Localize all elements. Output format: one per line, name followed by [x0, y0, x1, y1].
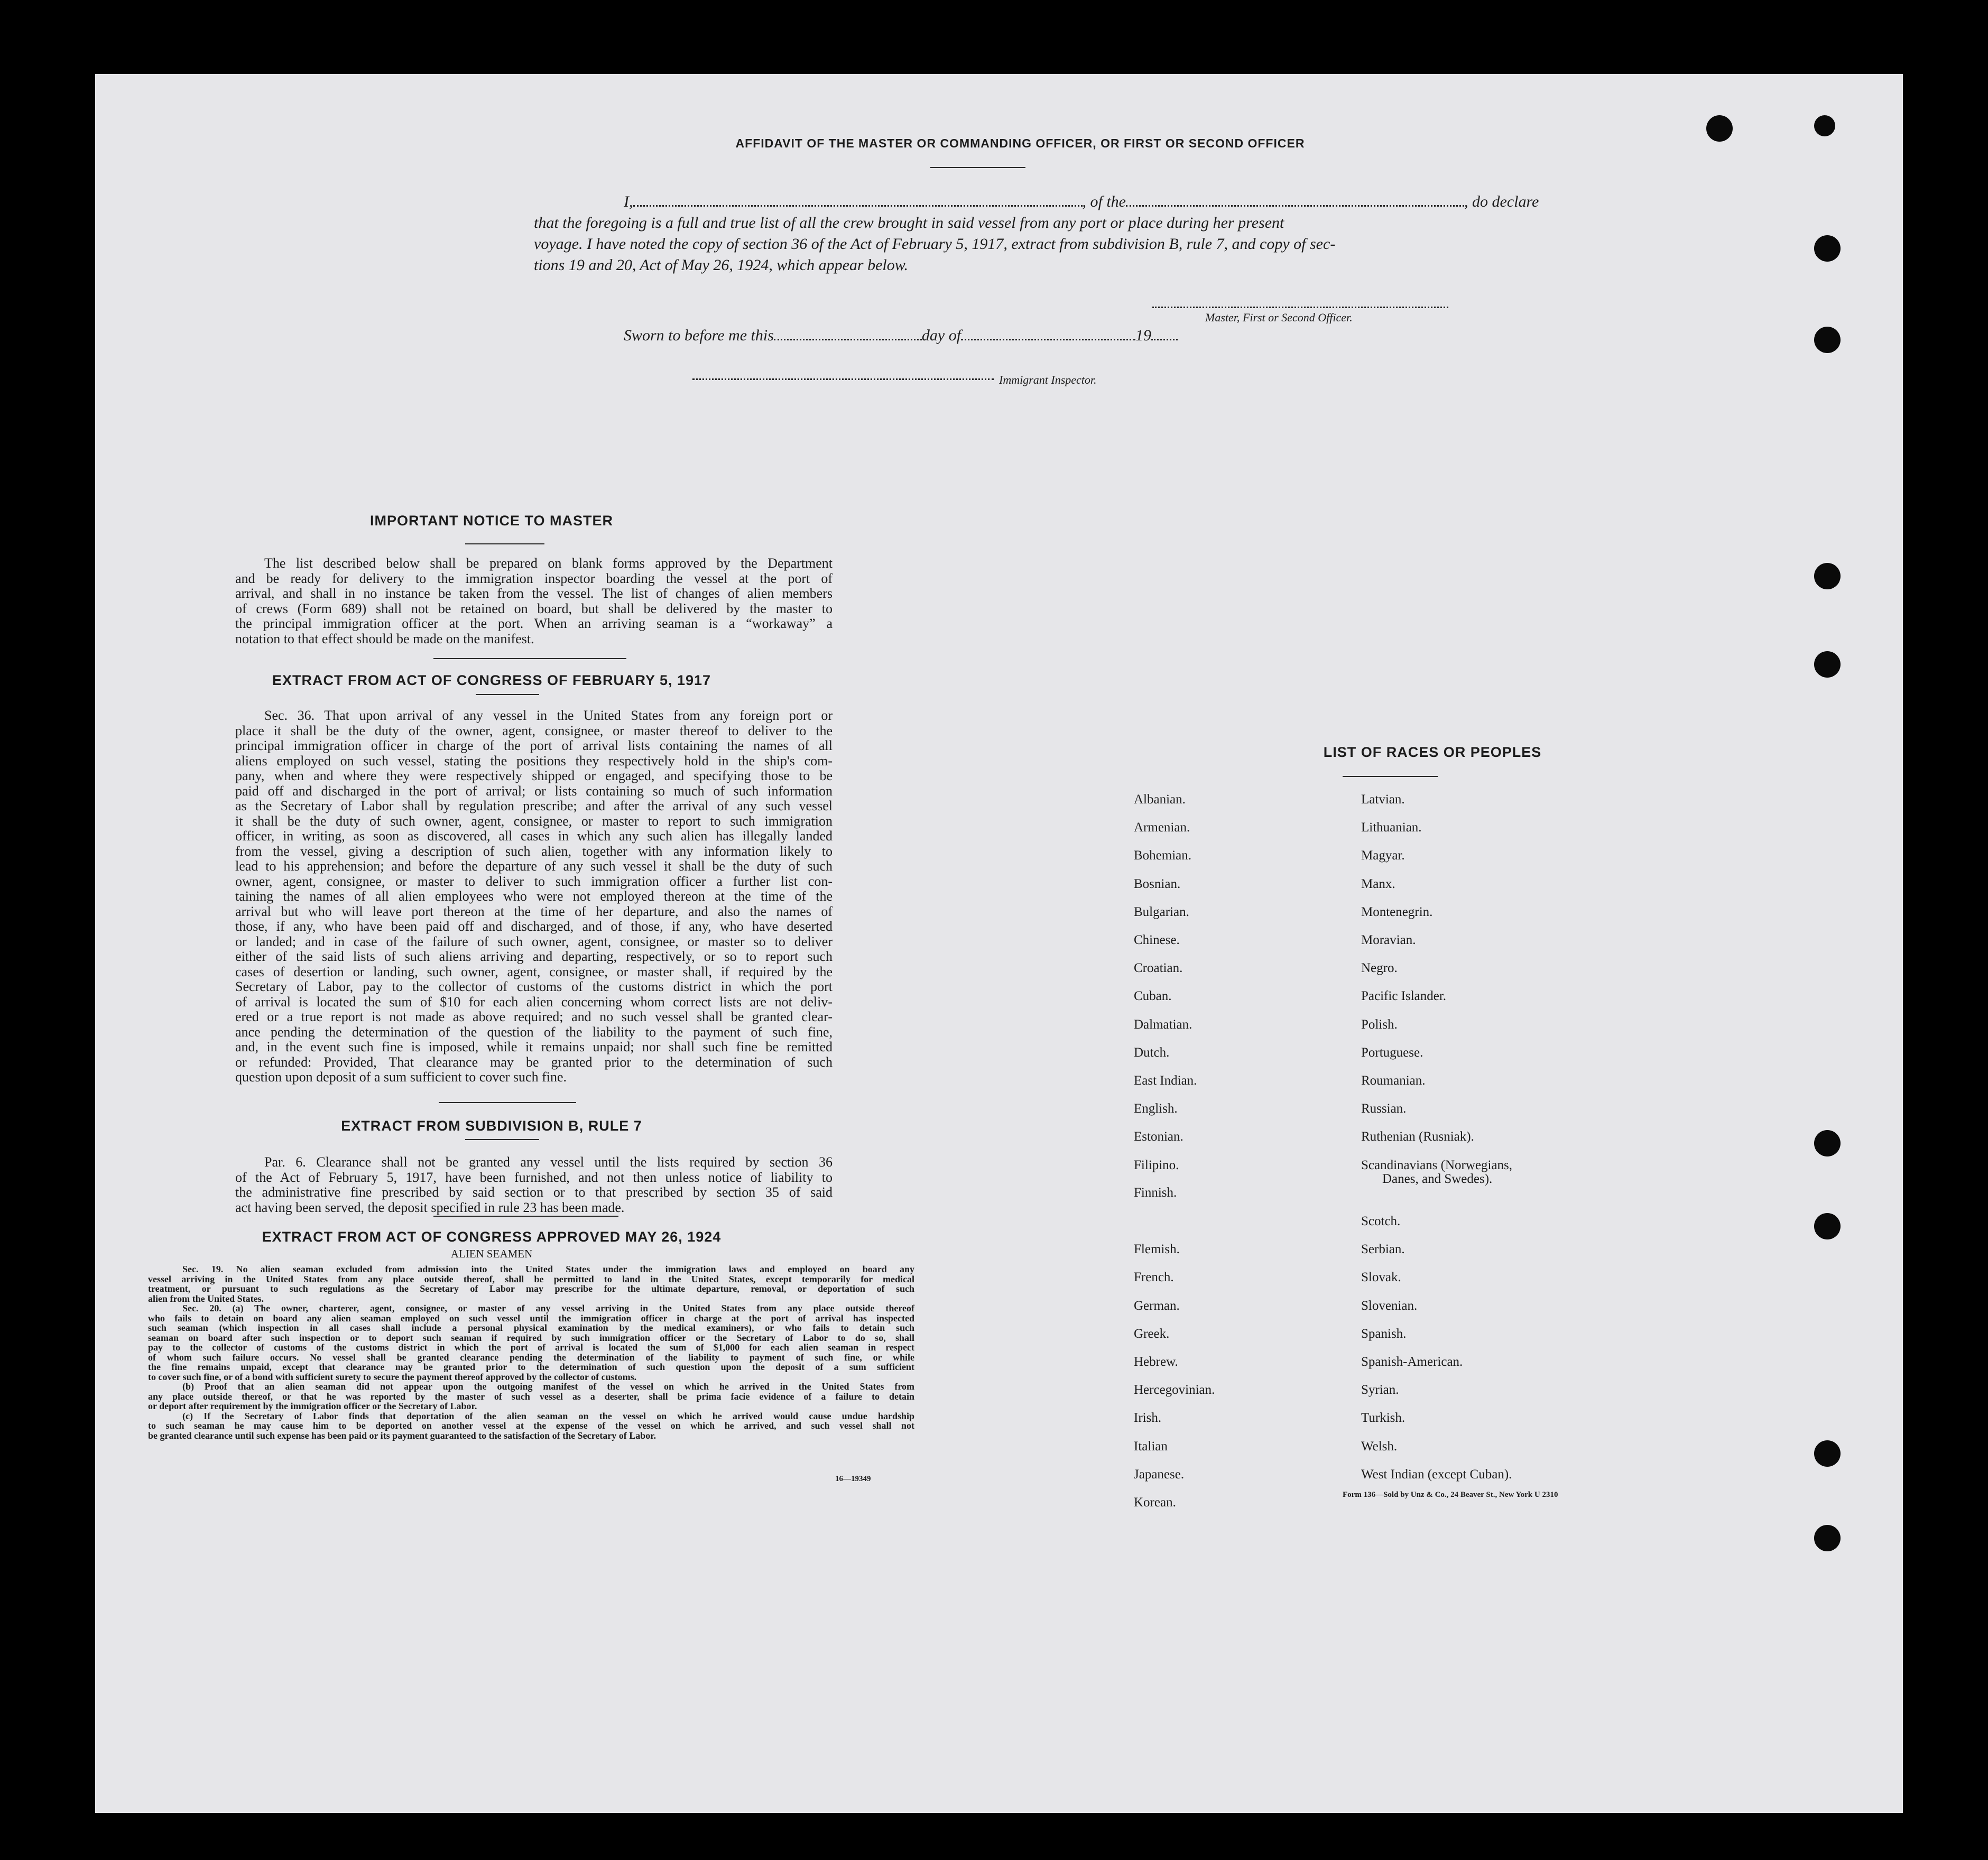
- section-36-line: pany, when and where they were respectively shipped or engaged, and specifying those to be: [235, 768, 833, 783]
- alien-seamen-line: of whom such failure occurs. No vessel shall be granted clearance pending the determination of the liability to payment of such fine, or while: [148, 1352, 914, 1363]
- paragraph-6-line: act having been served, the deposit specified in rule 23 has been made.: [235, 1199, 625, 1215]
- subdivision-b-title: EXTRACT FROM SUBDIVISION B, RULE 7: [341, 1118, 642, 1134]
- section-36-line: principal immigration officer in charge of the port of arrival lists containing the names of all: [235, 738, 833, 753]
- affidavit-line-2: that the foregoing is a full and true list of all the crew brought in said vessel from any port or place during her present: [534, 214, 1284, 232]
- extract-1917-title: EXTRACT FROM ACT OF CONGRESS OF FEBRUARY 5, 1917: [272, 672, 711, 688]
- race-item: Korean.: [1134, 1495, 1176, 1510]
- race-item: West Indian (except Cuban).: [1361, 1467, 1512, 1482]
- section-36-line: it shall be the duty of such owner, agent, consignee, or master to report to such immigration: [235, 813, 833, 829]
- alien-seamen-line: (c) If the Secretary of Labor finds that deportation of the alien seaman on the vessel on which he arrived would cause undue hardship: [182, 1410, 914, 1421]
- race-item: Roumanian.: [1361, 1074, 1426, 1088]
- divider: [465, 543, 544, 544]
- master-signature-label: Master, First or Second Officer.: [1205, 311, 1353, 324]
- divider: [1343, 776, 1438, 777]
- race-item: Scotch.: [1361, 1214, 1401, 1228]
- race-item: French.: [1134, 1270, 1174, 1285]
- section-36-line: arrival but who will leave port thereon at the time of her departure, and also the names of: [235, 903, 833, 919]
- section-36-line: ered or a true report is not made as above required; and no such vessel shall be granted clear-: [235, 1009, 833, 1024]
- race-item: Danes, and Swedes).: [1382, 1171, 1493, 1186]
- notice-line: of crews (Form 689) shall not be retained on board, but shall be delivered by the master to: [235, 600, 833, 616]
- race-item: Dutch.: [1134, 1045, 1170, 1060]
- alien-seamen-line: alien from the United States.: [148, 1293, 264, 1304]
- paragraph-6-line: of the Act of February 5, 1917, have been furnished, and not then unless notice of liability to: [235, 1169, 833, 1185]
- races-title: LIST OF RACES OR PEOPLES: [1323, 744, 1542, 760]
- paragraph-6-line: Par. 6. Clearance shall not be granted any vessel until the lists required by section 36: [264, 1154, 833, 1170]
- section-36-line: of arrival is located the sum of $10 for each alien concerning whom correct lists are not deliv-: [235, 994, 833, 1010]
- extract-1924-title: EXTRACT FROM ACT OF CONGRESS APPROVED MAY 26, 1924: [262, 1229, 722, 1245]
- race-item: Albanian.: [1134, 792, 1186, 807]
- race-item: Spanish.: [1361, 1326, 1407, 1341]
- race-item: Bulgarian.: [1134, 904, 1189, 919]
- race-item: Hercegovinian.: [1134, 1383, 1215, 1398]
- sworn-month-field[interactable]: [961, 325, 1135, 340]
- alien-seamen-line: Sec. 20. (a) The owner, charterer, agent, consignee, or master of any vessel arriving in the United States from any place outside thereof: [182, 1303, 914, 1313]
- race-item: Scandinavians (Norwegians,: [1361, 1158, 1513, 1172]
- race-item: Syrian.: [1361, 1383, 1399, 1398]
- race-item: Chinese.: [1134, 933, 1180, 947]
- section-36-line: as the Secretary of Labor shall by regulation prescribe; and after the arrival of any such vessel: [235, 798, 833, 813]
- year-label: 19: [1135, 327, 1152, 344]
- divider: [433, 658, 626, 659]
- notice-line: arrival, and shall in no instance be taken from the vessel. The list of changes of alien members: [235, 586, 833, 601]
- race-item: Lithuanian.: [1361, 820, 1422, 835]
- affidavit-i-label: I,: [624, 193, 633, 210]
- section-36-line: officer, in writing, as soon as discovered, all cases in which any such alien has illegally landed: [235, 828, 833, 844]
- alien-seamen-line: Sec. 19. No alien seaman excluded from admission into the United States under the immigration laws and employed on board any: [182, 1264, 914, 1274]
- race-item: German.: [1134, 1298, 1180, 1313]
- section-36-text: [235, 708, 833, 1085]
- notice-line: the principal immigration officer at the port. When an arriving seaman is a “workaway” a: [235, 616, 833, 631]
- section-36-line: from the vessel, giving a description of such alien, together with any information likely to: [235, 843, 833, 859]
- notice-line: The list described below shall be prepared on blank forms approved by the Department: [264, 556, 833, 571]
- affidavit-title: AFFIDAVIT OF THE MASTER OR COMMANDING OFFICER, OR FIRST OR SECOND OFFICER: [735, 136, 1305, 150]
- punch-hole: [1814, 327, 1841, 353]
- section-36-line: aliens employed on such vessel, stating the positions they respectively hold in the ship's com-: [235, 753, 833, 769]
- section-36-line: Secretary of Labor, pay to the collector of customs of the customs district in which the port: [235, 979, 833, 994]
- race-item: Slovak.: [1361, 1270, 1401, 1285]
- punch-hole: [1814, 563, 1841, 589]
- race-item: Portuguese.: [1361, 1045, 1423, 1060]
- punch-hole: [1814, 1130, 1841, 1156]
- punch-hole: [1814, 1213, 1841, 1239]
- race-item: Turkish.: [1361, 1411, 1406, 1426]
- race-item: Negro.: [1361, 961, 1398, 976]
- section-36-line: owner, agent, consignee, or master to deliver to such immigration officer a further list con-: [235, 873, 833, 889]
- alien-seamen-line: who fails to detain on board any alien seaman employed on such vessel until the immigration officer in charge at the port of arrival has inspected: [148, 1312, 914, 1324]
- punch-hole: [1706, 115, 1733, 142]
- divider: [465, 1139, 539, 1140]
- inspector-signature-line[interactable]: [692, 378, 994, 380]
- race-item: Latvian.: [1361, 792, 1405, 807]
- section-36-line: or landed; and in case of the failure of such owner, agent, consignee, or master so to deliver: [235, 933, 833, 949]
- form-sheet: [95, 74, 1903, 1813]
- divider: [433, 1216, 618, 1217]
- vessel-blank-field[interactable]: [1126, 191, 1464, 207]
- divider: [439, 1102, 576, 1103]
- race-item: Manx.: [1361, 876, 1395, 891]
- alien-seamen-line: such seaman (which inspection in all cases shall include a personal physical examination by the medical examiners), or who fails to detain such: [148, 1322, 914, 1333]
- section-36-line: cases of desertion or landing, such owner, agent, consignee, or master shall, if required by the: [235, 964, 833, 979]
- sworn-label: Sworn to before me this: [624, 327, 774, 344]
- affidavit-do-declare: , do declare: [1464, 193, 1539, 210]
- race-item: Magyar.: [1361, 848, 1405, 863]
- punch-hole: [1814, 235, 1841, 262]
- alien-seamen-line: (b) Proof that an alien seaman did not appear upon the outgoing manifest of the vessel on which he arrived in the United States from: [182, 1381, 914, 1392]
- master-signature-line[interactable]: [1152, 307, 1448, 308]
- notice-body: [235, 556, 833, 646]
- punch-hole: [1814, 651, 1841, 678]
- race-item: Irish.: [1134, 1411, 1162, 1426]
- race-item: Russian.: [1361, 1102, 1407, 1116]
- race-item: Spanish-American.: [1361, 1355, 1463, 1369]
- form-sold-by-note: Form 136—Sold by Unz & Co., 24 Beaver St., New York U 2310: [1343, 1491, 1558, 1499]
- race-item: Filipino.: [1134, 1158, 1179, 1172]
- notice-line: notation to that effect should be made on the manifest.: [235, 631, 534, 646]
- race-item: Ruthenian (Rusniak).: [1361, 1130, 1474, 1144]
- alien-seamen-line: to cover such fine, or of a bond with sufficient surety to secure the payment thereof approved by the collector of customs.: [148, 1371, 637, 1382]
- notice-title: IMPORTANT NOTICE TO MASTER: [370, 513, 613, 529]
- race-item: Croatian.: [1134, 961, 1183, 976]
- alien-seamen-line: be granted clearance until such expense has been paid or its payment guaranteed to the satisfaction of the Secretary of Labor.: [148, 1430, 656, 1441]
- inspector-signature-label: Immigrant Inspector.: [999, 373, 1097, 386]
- section-36-line: either of the said lists of such aliens arriving and departing, respectively, or so to report such: [235, 949, 833, 964]
- race-item: Hebrew.: [1134, 1355, 1178, 1369]
- section-36-line: paid off and discharged in the port of arrival; or lists containing so much of such information: [235, 783, 833, 799]
- affidavit-declaration: [534, 191, 1570, 276]
- alien-seamen-line: treatment, or pursuant to such regulations as the Secretary of Labor may prescribe for the ultimate departure, removal, or deportation of such: [148, 1283, 914, 1294]
- divider: [930, 167, 1025, 168]
- race-item: Polish.: [1361, 1017, 1398, 1032]
- paragraph-6-text: [235, 1155, 833, 1215]
- name-blank-field[interactable]: [633, 191, 1083, 207]
- sworn-day-field[interactable]: [774, 325, 922, 340]
- sections-19-20-text: [148, 1264, 914, 1440]
- paragraph-6-line: the administrative fine prescribed by said section or to that prescribed by section 35 of said: [235, 1185, 833, 1200]
- race-item: Pacific Islander.: [1361, 989, 1447, 1004]
- race-item: Moravian.: [1361, 933, 1416, 947]
- section-36-line: lead to his apprehension; and before the departure of any such vessel it shall be the duty of such: [235, 858, 833, 874]
- section-36-line: Sec. 36. That upon arrival of any vessel in the United States from any foreign port or: [264, 708, 833, 723]
- race-item: East Indian.: [1134, 1074, 1197, 1088]
- affidavit-line-4: tions 19 and 20, Act of May 26, 1924, which appear below.: [534, 256, 909, 274]
- section-36-line: question upon deposit of a sum sufficient to cover such fine.: [235, 1069, 567, 1085]
- race-item: Japanese.: [1134, 1467, 1185, 1482]
- race-item: English.: [1134, 1102, 1178, 1116]
- race-item: Armenian.: [1134, 820, 1190, 835]
- punch-hole: [1814, 115, 1835, 136]
- race-item: Slovenian.: [1361, 1298, 1418, 1313]
- punch-hole: [1814, 1525, 1841, 1551]
- section-36-line: and, in the event such fine is imposed, while it remains unpaid; nor shall such fine be remitted: [235, 1039, 833, 1054]
- alien-seamen-line: seaman on board after such inspection or to deport such seaman if required by such immigration officer or the Secretary of Labor to do so, shall: [148, 1332, 914, 1343]
- race-item: Italian: [1134, 1439, 1168, 1454]
- affidavit-line-3: voyage. I have noted the copy of section 36 of the Act of February 5, 1917, extract from subdivision B, rule 7, and copy of sec-: [534, 235, 1336, 253]
- race-item: Serbian.: [1361, 1242, 1405, 1257]
- divider: [476, 694, 539, 695]
- notice-line: and be ready for delivery to the immigration inspector boarding the vessel at the port of: [235, 570, 833, 586]
- race-item: Finnish.: [1134, 1185, 1177, 1200]
- form-code: 16—19349: [835, 1475, 871, 1483]
- race-item: Montenegrin.: [1361, 904, 1433, 919]
- alien-seamen-line: to such seaman he may cause him to be deported on another vessel at the expense of the vessel on which he arrived, and such vessel shall not: [148, 1420, 914, 1431]
- race-item: Welsh.: [1361, 1439, 1398, 1454]
- race-item: Flemish.: [1134, 1242, 1180, 1257]
- day-of-label: day of: [921, 327, 961, 344]
- alien-seamen-line: vessel arriving in the United States from any place outside thereof, shall be permitted to land in the United States, except temporarily for medical: [148, 1273, 914, 1284]
- race-item: Cuban.: [1134, 989, 1172, 1004]
- alien-seamen-subtitle: ALIEN SEAMEN: [450, 1247, 533, 1260]
- race-item: Bohemian.: [1134, 848, 1192, 863]
- race-item: Greek.: [1134, 1326, 1170, 1341]
- race-item: Dalmatian.: [1134, 1017, 1192, 1032]
- section-36-line: those, if any, who have been paid off and discharged, and of those, if any, who have deserted: [235, 919, 833, 934]
- section-36-line: or refunded: Provided, That clearance may be granted prior to the determination of such: [235, 1054, 833, 1070]
- sworn-line: [534, 325, 1178, 346]
- alien-seamen-line: any place outside thereof, or that he was reported by the master of such vessel as a deserter, shall be prima facie evidence of a failure to detain: [148, 1391, 914, 1402]
- section-36-line: taining the names of all alien employees who were not employed thereon at the time of the: [235, 889, 833, 904]
- punch-hole: [1814, 1440, 1841, 1467]
- section-36-line: place it shall be the duty of the owner, agent, consignee, or master thereof to deliver to the: [235, 723, 833, 738]
- affidavit-of-the: , of the: [1082, 193, 1126, 210]
- race-item: Estonian.: [1134, 1130, 1183, 1144]
- race-item: Bosnian.: [1134, 876, 1181, 891]
- sworn-year-field[interactable]: [1151, 325, 1178, 340]
- section-36-line: ance pending the determination of the question of the liability to the payment of such fine,: [235, 1024, 833, 1040]
- alien-seamen-line: or deport after requirement by the immigration officer or the Secretary of Labor.: [148, 1401, 477, 1411]
- alien-seamen-line: pay to the collector of customs of the customs district in which the port of arrival is located the sum of $1,000 for each alien seaman in respect: [148, 1342, 914, 1353]
- alien-seamen-line: the fine remains unpaid, except that clearance may be granted prior to the determination of such question upon the deposit of a sum sufficient: [148, 1362, 914, 1372]
